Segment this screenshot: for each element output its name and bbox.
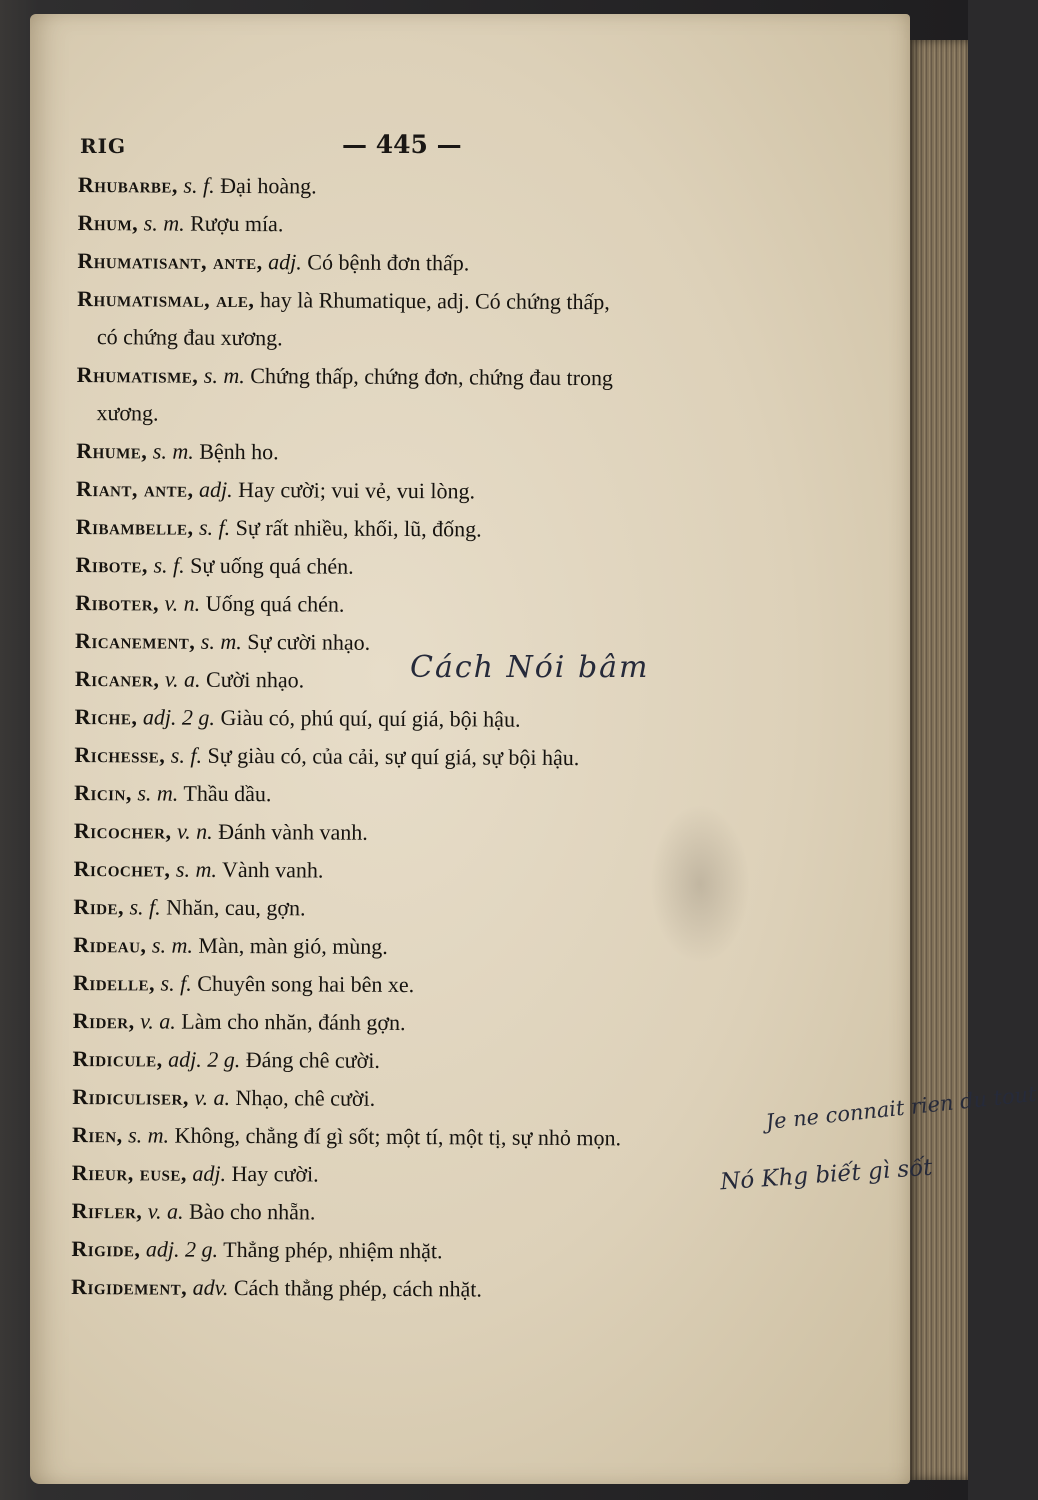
entry-headword: Ribote, (75, 551, 149, 578)
entry-grammar: adj. 2 g. (142, 704, 216, 730)
dictionary-entry (74, 812, 814, 855)
entry-headword: Rigide, (71, 1235, 141, 1262)
entry-definition: Đại hoàng. (220, 172, 317, 199)
entry-definition: Cách thẳng phép, cách nhặt. (233, 1274, 482, 1302)
dictionary-entry (71, 1268, 811, 1311)
handwritten-note-rien-french: Je ne connait rien du tout (764, 1081, 1038, 1135)
entry-headword: Ribambelle, (75, 513, 194, 540)
dictionary-page (30, 14, 1038, 1484)
dictionary-entry (76, 432, 816, 475)
dictionary-entry (78, 204, 818, 247)
entry-grammar: s. m. (200, 628, 242, 655)
entry-definition: Sự cười nhạo. (247, 629, 371, 655)
entry-grammar: adj. 2 g. (145, 1236, 219, 1262)
dictionary-entry (74, 736, 814, 779)
entry-continuation: có chứng đau xương. (96, 324, 283, 351)
entry-definition: Nhăn, cau, gợn. (166, 894, 306, 921)
entry-headword: Ricin, (74, 779, 132, 806)
entry-headword: Rhum, (77, 209, 139, 236)
entry-grammar: v. a. (140, 1008, 176, 1034)
entry-headword: Ridiculiser, (72, 1083, 189, 1110)
entry-grammar: v. n. (176, 818, 213, 844)
entry-headword: Rhumatisme, (76, 361, 199, 388)
entry-grammar: v. n. (164, 590, 201, 616)
dictionary-entry (74, 774, 814, 817)
entry-headword: Ridicule, (72, 1045, 163, 1072)
entry-headword: Rieur, euse, (71, 1159, 188, 1186)
entry-definition: Sự rất nhiều, khối, lũ, đống. (235, 514, 482, 542)
entry-grammar: s. m. (128, 1122, 170, 1148)
entry-grammar: v. a. (194, 1084, 231, 1110)
entry-headword: Rider, (72, 1007, 135, 1034)
entry-headword: Ricaner, (74, 665, 160, 692)
handwritten-note-ricaner: Cách Nói bâm (410, 650, 650, 685)
entry-grammar: adj. (199, 476, 233, 502)
entry-definition: Chuyên song hai bên xe. (197, 970, 415, 998)
entry-grammar: s. f. (183, 172, 215, 198)
dictionary-entry (72, 1116, 812, 1159)
handwritten-note-rien-vietnamese: Nó Khg biết gì sốt (719, 1154, 934, 1196)
dictionary-entry (75, 584, 815, 627)
entry-grammar: s. f. (160, 970, 192, 996)
entry-grammar: adj. (268, 249, 302, 275)
entry-grammar: s. f. (129, 894, 161, 920)
entry-definition: Màn, màn gió, mùng. (198, 932, 388, 959)
entry-definition: Bào cho nhẵn. (188, 1198, 316, 1225)
entry-headword: Ride, (73, 893, 125, 920)
entry-grammar: s. m. (152, 438, 194, 464)
entry-headword: Rhumatismal, ale, (77, 285, 255, 313)
entry-definition: Nhạo, chê cười. (235, 1084, 376, 1111)
entry-definition: Thầu dầu. (183, 780, 272, 807)
entry-definition: Vành vanh. (221, 856, 324, 883)
page-number: — 445 — (342, 130, 462, 159)
entry-grammar: s. m. (143, 210, 185, 236)
dictionary-entry (72, 1040, 812, 1083)
entry-headword: Rhubarbe, (77, 171, 179, 198)
dictionary-entry (73, 964, 813, 1007)
entry-headword: Ricanement, (75, 627, 196, 654)
dictionary-entry (75, 546, 815, 589)
entry-grammar: s. m. (203, 362, 245, 389)
entry-definition: Hay cười. (231, 1160, 319, 1187)
entry-grammar: adj. (192, 1160, 227, 1186)
entry-definition: Sự giàu có, của cải, sự quí giá, sự bội hậu. (207, 742, 580, 771)
entry-definition: Đáng chê cười. (245, 1047, 380, 1073)
dictionary-entry (78, 166, 818, 209)
dictionary-entries (71, 166, 818, 1310)
entry-grammar: s. m. (137, 780, 179, 806)
entry-headword: Rien, (72, 1121, 123, 1148)
entry-headword: Rhumatisant, ante, (77, 247, 263, 275)
dictionary-entry (73, 1002, 813, 1045)
dictionary-entry (76, 356, 816, 437)
dictionary-entry (77, 280, 817, 361)
entry-definition: Có bệnh đơn thấp. (307, 249, 470, 276)
book-page-edges (908, 40, 968, 1480)
dictionary-entry (72, 1078, 812, 1121)
entry-definition: Chứng thấp, chứng đơn, chứng đau trong (250, 363, 614, 391)
entry-definition: Đánh vành vanh. (218, 818, 368, 845)
entry-grammar: s. f. (153, 552, 185, 578)
entry-headword: Ridelle, (72, 969, 156, 996)
entry-definition: Không, chẳng đí gì sốt; một tí, một tị, sự nhỏ mọn. (174, 1122, 622, 1151)
entry-headword: Rigidement, (71, 1273, 188, 1300)
entry-headword: Riche, (74, 703, 138, 730)
entry-definition: Rượu mía. (190, 210, 284, 237)
entry-headword: Riant, ante, (75, 475, 194, 502)
entry-headword: Riboter, (75, 589, 160, 616)
entry-grammar: adv. (192, 1274, 229, 1300)
entry-headword: Rifler, (71, 1197, 143, 1224)
running-head: RIG (80, 134, 127, 158)
dictionary-entry (75, 698, 815, 741)
entry-headword: Richesse, (74, 741, 166, 768)
dictionary-entry (72, 1154, 812, 1197)
dictionary-entry (72, 1192, 812, 1235)
dictionary-entry (71, 1230, 811, 1273)
entry-definition: Làm cho nhăn, đánh gợn. (181, 1008, 406, 1036)
entry-headword: Ricochet, (73, 855, 171, 882)
entry-definition: Giàu có, phú quí, quí giá, bội hậu. (220, 704, 521, 732)
entry-definition: Thẳng phép, nhiệm nhặt. (223, 1236, 443, 1264)
entry-grammar: s. f. (198, 514, 231, 540)
dictionary-entry (73, 888, 813, 931)
entry-grammar: s. m. (151, 932, 194, 958)
entry-definition: Bệnh ho. (199, 438, 279, 465)
dictionary-entry (76, 470, 816, 513)
entry-definition: Sự uống quá chén. (190, 552, 354, 579)
entry-grammar: v. a. (164, 666, 201, 692)
entry-grammar: adj. 2 g. (168, 1046, 241, 1073)
entry-headword: Rideau, (73, 931, 147, 958)
entry-headword: Rhume, (76, 437, 148, 464)
entry-grammar: s. m. (175, 856, 217, 882)
dictionary-entry (74, 850, 814, 893)
page-header (30, 126, 910, 166)
entry-definition: Cười nhạo. (205, 666, 305, 693)
entry-grammar: s. f. (170, 742, 203, 768)
dictionary-entry (77, 242, 817, 285)
entry-definition: hay là Rhumatique, adj. Có chứng thấp, (259, 287, 610, 315)
dictionary-entry (73, 926, 813, 969)
entry-grammar: v. a. (147, 1198, 184, 1224)
entry-continuation: xương. (96, 400, 159, 426)
entry-definition: Hay cười; vui vẻ, vui lòng. (238, 476, 476, 504)
entry-headword: Ricocher, (73, 817, 172, 844)
dictionary-entry (76, 508, 816, 551)
entry-definition: Uống quá chén. (205, 590, 345, 617)
